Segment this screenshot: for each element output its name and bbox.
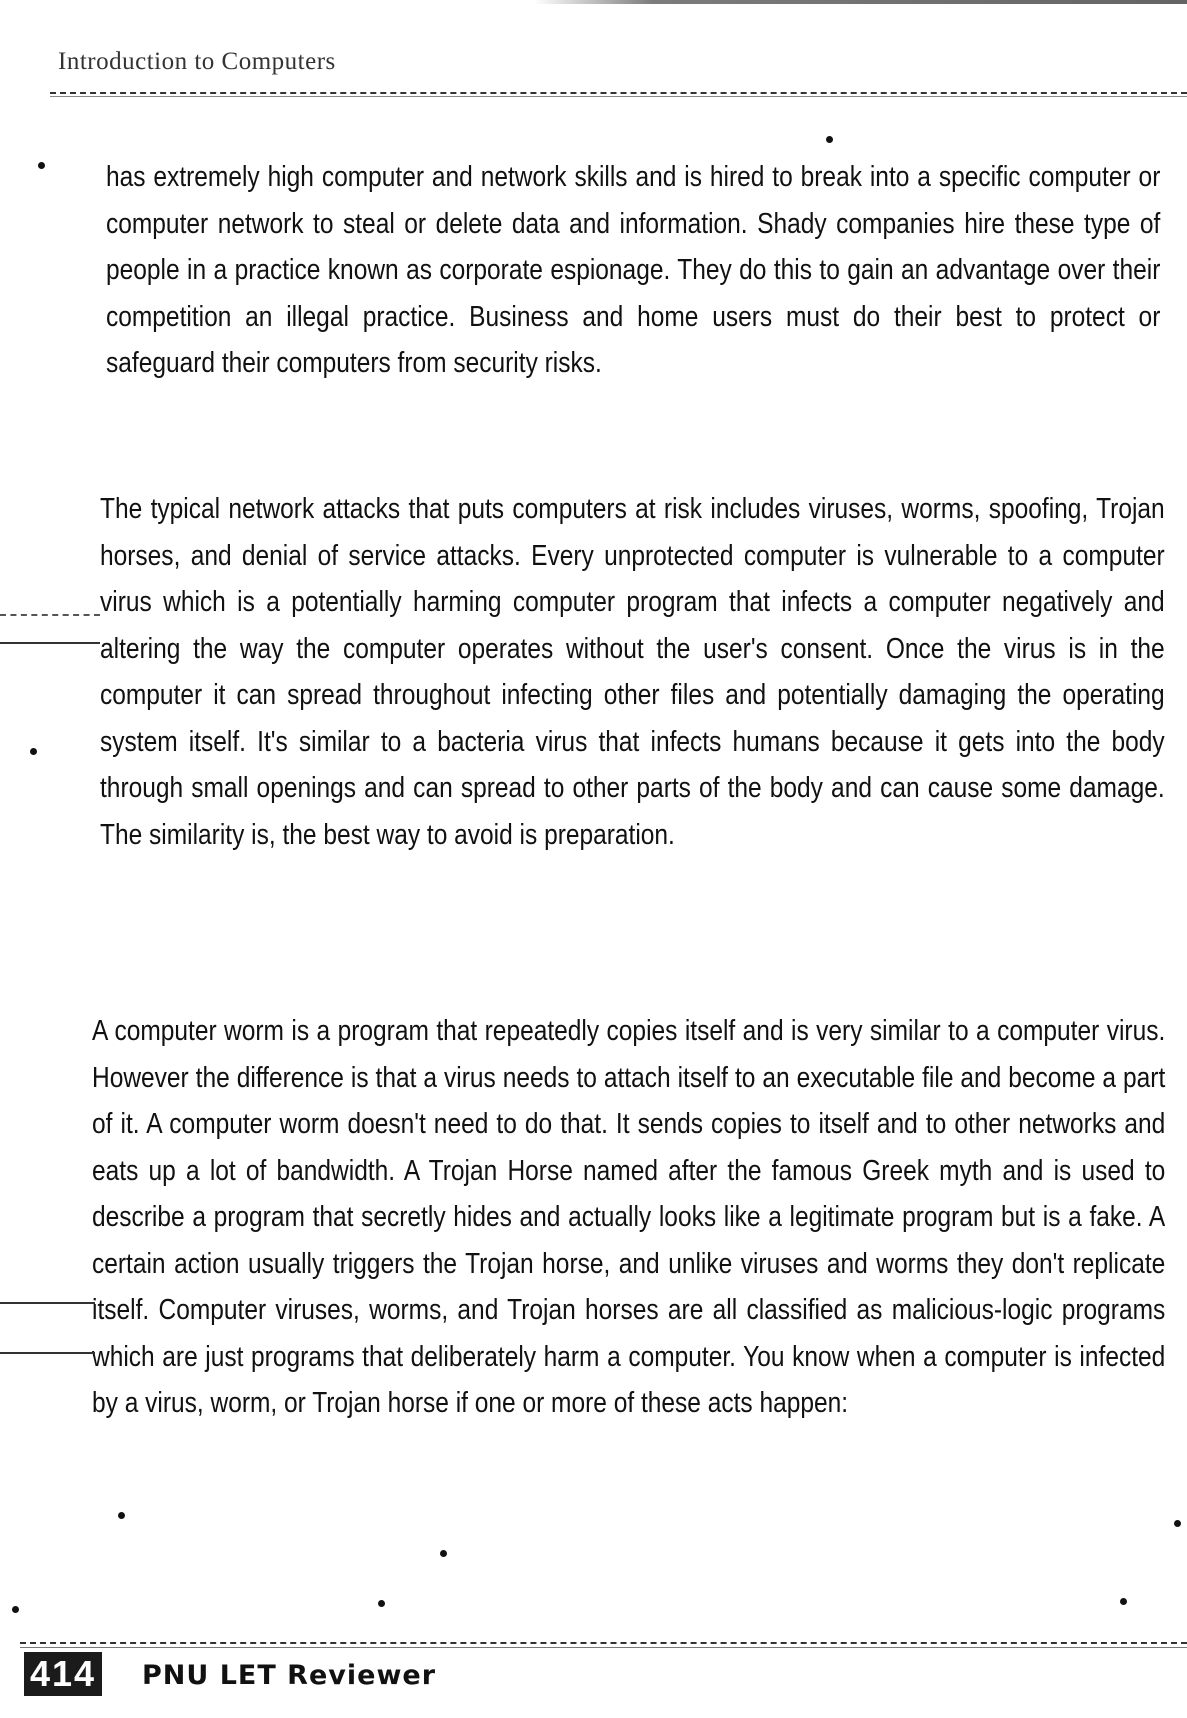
margin-mark (0, 1352, 95, 1354)
margin-mark (0, 642, 100, 644)
print-speck (1174, 1520, 1181, 1527)
print-speck (38, 162, 45, 169)
running-header-title: Introduction to Computers (58, 48, 336, 75)
print-speck (440, 1550, 447, 1557)
margin-mark (0, 1302, 95, 1304)
paragraph-2: The typical network attacks that puts computers at risk includes viruses, worms, spoofing, Trojan horses, and denial of service attacks. Every unprotected computer is vulnerable to a computer virus which is a potentially harming computer program that infects a computer negatively and altering the way the computer operates without the user's consent. Once the virus is in the computer it can spread throughout infecting other files and potentially damaging the operating system itself. It's similar to a bacteria virus that infects humans because it gets into the body through small openings and can spread to other parts of the body and can cause some damage. The similarity is, the best way to avoid is preparation. (100, 493, 1165, 851)
footer-rule (20, 1642, 1187, 1644)
footer-rule-underline (20, 1647, 1187, 1648)
header-rule (50, 92, 1187, 94)
print-speck (118, 1512, 125, 1519)
header-rule-underline (50, 96, 1187, 97)
page-top-edge (0, 0, 1187, 4)
paragraph-1: has extremely high computer and network skills and is hired to break into a specific computer or computer network to steal or delete data and information. Shady companies hire these type of people in a practice known as corporate espionage. They do this to gain an advantage over their competition an illegal practice. Business and home users must do their best to protect or safeguard their computers from security risks. (106, 161, 1161, 379)
print-speck (30, 748, 37, 755)
footer-book-title: PNU LET Reviewer (142, 1660, 437, 1691)
print-speck (826, 136, 833, 143)
page-number-badge: 414 (24, 1652, 102, 1696)
paragraph-3: A computer worm is a program that repeatedly copies itself and is very similar to a computer virus. However the difference is that a virus needs to attach itself to an executable file and become a part of it. A computer worm doesn't need to do that. It sends copies to itself and to other networks and eats up a lot of bandwidth. A Trojan Horse named after the famous Greek myth and is used to describe a program that secretly hides and actually looks like a legitimate program but is a fake. A certain action usually triggers the Trojan horse, and unlike viruses and worms they don't replicate itself. Computer viruses, worms, and Trojan horses are all classified as malicious-logic programs which are just programs that deliberately harm a computer. You know when a computer is infected by a virus, worm, or Trojan horse if one or more of these acts happen: (92, 1015, 1166, 1419)
print-speck (12, 1606, 19, 1613)
margin-mark (0, 614, 100, 616)
print-speck (1120, 1598, 1127, 1605)
print-speck (378, 1600, 385, 1607)
